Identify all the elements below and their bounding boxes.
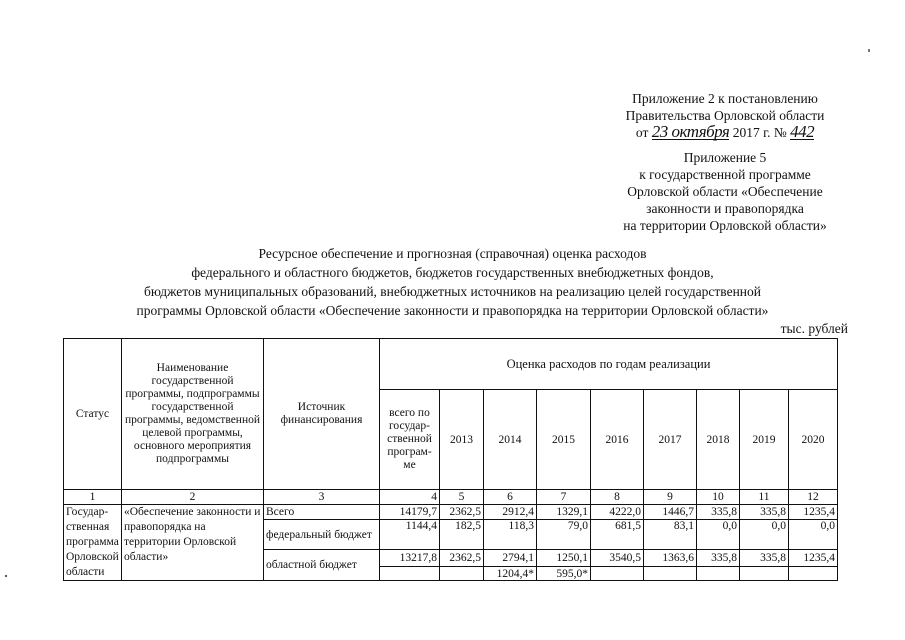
source-cell: областной бюджет bbox=[264, 550, 380, 581]
value-cell: 1144,4 bbox=[380, 520, 440, 550]
appendix-5-block bbox=[605, 149, 845, 234]
document-title bbox=[0, 244, 905, 320]
value-cell: 0,0 bbox=[789, 520, 838, 550]
col-number: 8 bbox=[591, 490, 644, 505]
program-name-cell: «Обеспечение законности и правопорядка на территории Орловской области» bbox=[122, 505, 264, 581]
value-cell: 2362,5 bbox=[440, 505, 484, 520]
value-cell: 1250,1 bbox=[537, 550, 591, 567]
value-cell: 14179,7 bbox=[380, 505, 440, 520]
date-prefix: от bbox=[635, 125, 649, 140]
value-cell bbox=[440, 567, 484, 581]
header-year: 2018 bbox=[697, 390, 740, 490]
value-cell: 595,0* bbox=[537, 567, 591, 581]
value-cell: 1235,4 bbox=[789, 505, 838, 520]
header-year: 2014 bbox=[484, 390, 537, 490]
col-number: 12 bbox=[789, 490, 838, 505]
unit-label: тыс. рублей bbox=[780, 321, 848, 336]
handwritten-date: 23 октября bbox=[651, 122, 730, 141]
scan-speck bbox=[5, 575, 7, 577]
col-number: 11 bbox=[740, 490, 789, 505]
header-year: 2019 bbox=[740, 390, 789, 490]
value-cell: 1329,1 bbox=[537, 505, 591, 520]
source-cell: Всего bbox=[264, 505, 380, 520]
value-cell: 335,8 bbox=[740, 505, 789, 520]
col-number: 3 bbox=[264, 490, 380, 505]
col-number: 2 bbox=[122, 490, 264, 505]
col-number: 5 bbox=[440, 490, 484, 505]
value-cell bbox=[380, 567, 440, 581]
value-cell bbox=[644, 567, 697, 581]
title-line4: программы Орловской области «Обеспечение законности и правопорядка на территории Орловской области» bbox=[136, 303, 769, 318]
appendix-5-line1: Приложение 5 bbox=[683, 150, 767, 165]
budget-table bbox=[63, 338, 838, 581]
value-cell: 335,8 bbox=[740, 550, 789, 567]
value-cell: 1204,4* bbox=[484, 567, 537, 581]
source-cell: федеральный бюджет bbox=[264, 520, 380, 550]
appendix-5-line3: Орловской области «Обеспечение bbox=[627, 184, 823, 199]
col-number: 10 bbox=[697, 490, 740, 505]
col-number: 9 bbox=[644, 490, 697, 505]
value-cell: 2794,1 bbox=[484, 550, 537, 567]
value-cell: 2912,4 bbox=[484, 505, 537, 520]
value-cell: 1446,7 bbox=[644, 505, 697, 520]
value-cell: 0,0 bbox=[697, 520, 740, 550]
title-line1: Ресурсное обеспечение и прогнозная (справочная) оценка расходов bbox=[258, 246, 647, 261]
handwritten-number: 442 bbox=[790, 122, 815, 141]
value-cell bbox=[697, 567, 740, 581]
header-total: всего по государ-ственной програм-ме bbox=[380, 390, 440, 490]
value-cell: 335,8 bbox=[697, 550, 740, 567]
value-cell bbox=[591, 567, 644, 581]
appendix-2-block bbox=[600, 90, 850, 141]
value-cell: 0,0 bbox=[740, 520, 789, 550]
year-number-label: 2017 г. № bbox=[732, 125, 787, 140]
column-number-row bbox=[64, 490, 838, 505]
header-financing-source: Источник финансирования bbox=[264, 339, 380, 490]
header-status: Статус bbox=[64, 339, 122, 490]
appendix-2-line2: Правительства Орловской области bbox=[625, 108, 825, 123]
value-cell: 3540,5 bbox=[591, 550, 644, 567]
header-year: 2016 bbox=[591, 390, 644, 490]
value-cell: 118,3 bbox=[484, 520, 537, 550]
header-estimate: Оценка расходов по годам реализации bbox=[380, 339, 838, 390]
header-program-name: Наименование государственной программы, подпрограммы государственной программы, ведомственной целевой программы, основного мероприятия подпрограммы bbox=[122, 339, 264, 490]
status-cell: Государ-ственная программа Орловской области bbox=[64, 505, 122, 581]
header-year: 2015 bbox=[537, 390, 591, 490]
value-cell: 83,1 bbox=[644, 520, 697, 550]
value-cell: 13217,8 bbox=[380, 550, 440, 567]
scan-speck bbox=[868, 49, 870, 52]
value-cell bbox=[789, 567, 838, 581]
header-year: 2013 bbox=[440, 390, 484, 490]
value-cell: 1363,6 bbox=[644, 550, 697, 567]
value-cell: 2362,5 bbox=[440, 550, 484, 567]
col-number: 4 bbox=[380, 490, 440, 505]
value-cell: 335,8 bbox=[697, 505, 740, 520]
value-cell bbox=[740, 567, 789, 581]
value-cell: 1235,4 bbox=[789, 550, 838, 567]
table-row bbox=[64, 505, 838, 520]
header-year: 2020 bbox=[789, 390, 838, 490]
value-cell: 79,0 bbox=[537, 520, 591, 550]
title-line2: федерального и областного бюджетов, бюджетов государственных внебюджетных фондов, bbox=[191, 265, 714, 280]
value-cell: 182,5 bbox=[440, 520, 484, 550]
appendix-5-line5: на территории Орловской области» bbox=[623, 218, 827, 233]
col-number: 7 bbox=[537, 490, 591, 505]
value-cell: 4222,0 bbox=[591, 505, 644, 520]
header-year: 2017 bbox=[644, 390, 697, 490]
appendix-5-line2: к государственной программе bbox=[639, 167, 811, 182]
col-number: 1 bbox=[64, 490, 122, 505]
appendix-5-line4: законности и правопорядка bbox=[646, 201, 804, 216]
value-cell: 681,5 bbox=[591, 520, 644, 550]
appendix-2-date-line bbox=[600, 124, 850, 141]
title-line3: бюджетов муниципальных образований, внебюджетных источников на реализацию целей государственной bbox=[143, 284, 762, 299]
appendix-2-line1: Приложение 2 к постановлению bbox=[632, 91, 818, 106]
col-number: 6 bbox=[484, 490, 537, 505]
